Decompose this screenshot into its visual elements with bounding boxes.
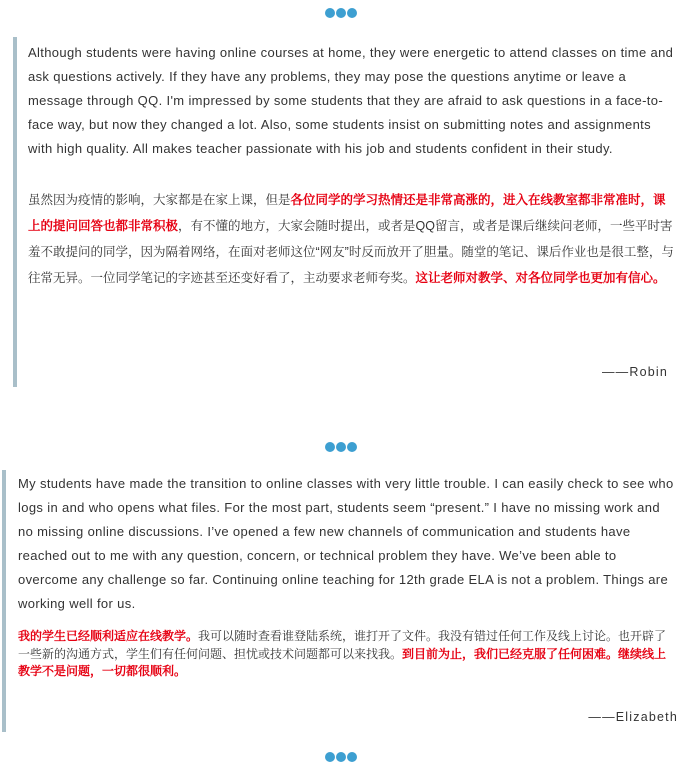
chinese-paragraph	[18, 628, 676, 681]
dot-icon	[336, 8, 346, 18]
divider-dots-middle	[0, 440, 682, 454]
english-paragraph: My students have made the transition to online classes with very little trouble. I can easily check to see who logs in and who opens what files. For the most part, students seem “present.” I have no missing work and no missing online discussions. I’ve opened a few new channels of communication and students have reached out to me with any question, concern, or technical problem they have. We’ve been able to overcome any challenge so far. Continuing online teaching for 12th grade ELA is not a problem. Things are working well for us.	[18, 476, 674, 611]
dot-icon	[347, 442, 357, 452]
chinese-paragraph	[28, 187, 674, 291]
dot-icon	[325, 8, 335, 18]
dot-icon	[336, 752, 346, 762]
english-paragraph: Although students were having online courses at home, they were energetic to attend classes on time and ask questions actively. If they have any problems, they may pose the questions anytime or leave a message through QQ. I'm impressed by some students that they are afraid to ask questions in a face-to-face way, but now they changed a lot. Also, some students insist on submitting notes and assignments with high quality. All makes teacher passionate with his job and students confident in their study.	[28, 45, 674, 156]
chinese-text: 我可以随时查看谁登陆系统，谁打开了文件。我没有错过任何工作及线上讨论。也开辟了一些新的沟通方式，学生们有任何问题、担忧或技术问题都可以来找我。	[18, 629, 667, 661]
dot-icon	[347, 8, 357, 18]
highlight-text: 到目前为止，我们已经克服了任何困难。继续线上教学不是问题，一切都很顺利。	[18, 646, 667, 678]
dot-icon	[325, 442, 335, 452]
highlight-text: 我的学生已经顺利适应在线教学。	[18, 629, 199, 643]
divider-dots-top	[0, 6, 682, 20]
chinese-text: 虽然因为疫情的影响，大家都是在家上课，但是	[28, 193, 291, 207]
highlight-text: 这让老师对教学、对各位同学也更加有信心。	[415, 271, 666, 285]
quote-block-robin	[13, 37, 682, 387]
signature-elizabeth: ——Elizabeth	[588, 710, 678, 724]
divider-dots-bottom	[0, 750, 682, 764]
signature-robin: ——Robin	[601, 365, 668, 379]
dot-icon	[325, 752, 335, 762]
highlight-text: 各位同学的学习热情还是非常高涨的，进入在线教室都非常准时，课上的提问回答也都非常积极	[28, 193, 666, 233]
dot-icon	[347, 752, 357, 762]
quote-block-elizabeth	[2, 470, 682, 732]
dot-icon	[336, 442, 346, 452]
chinese-text: ，有不懂的地方，大家会随时提出，或者是QQ留言，或者是课后继续问老师，一些平时害羞不敢提问的同学，因为隔着网络，在面对老师这位“网友”时反而放开了胆量。随堂的笔记、课后作业也是很工整，与往常无异。一位同学笔记的字迹甚至还变好看了，主动要求老师夸奖。	[28, 219, 674, 285]
